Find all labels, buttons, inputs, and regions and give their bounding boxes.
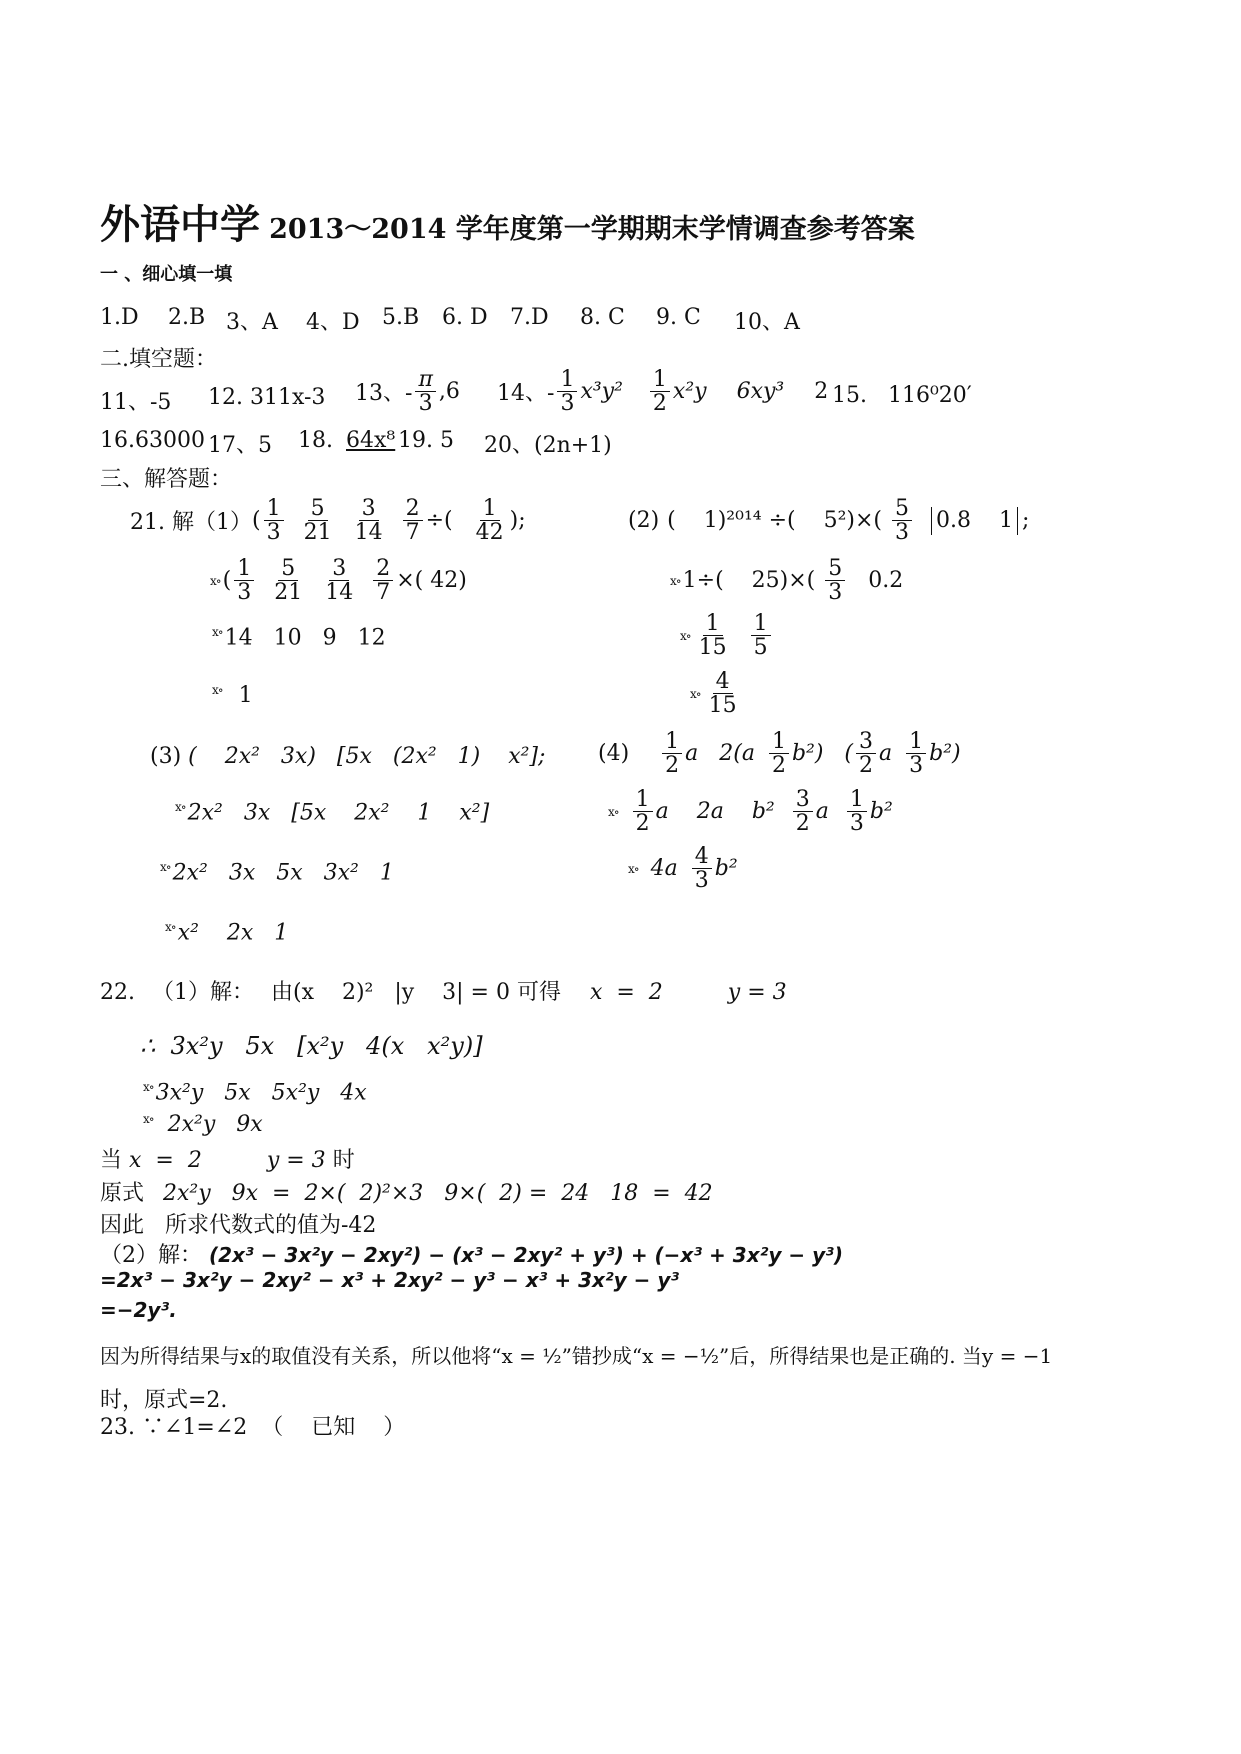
q21-4-frac <box>692 845 712 892</box>
q21-2-line2: x∘ 1÷( 25)×( $\frac{5}{3}$ 0.2 <box>670 556 904 606</box>
q14-term2: x²y <box>672 379 707 405</box>
q21-2-frac <box>825 557 845 604</box>
section2-heading: 二.填空题： <box>100 347 217 372</box>
frac-num: 2 <box>403 497 423 521</box>
q14-frac1-den: 3 <box>560 391 575 417</box>
frac-num: 5 <box>278 557 298 581</box>
frac-num: 1 <box>662 730 682 754</box>
q18-value: 64x⁸ <box>346 428 396 453</box>
answer-item: 3、A <box>226 310 278 335</box>
q14-term3: 6xy³ <box>736 379 785 405</box>
q21-1-frac <box>403 497 423 544</box>
q22-step3: $^{x\circ}$ 2x²y 9x <box>143 1112 263 1138</box>
frac-den: 7 <box>376 580 391 606</box>
q21-3-expr: ( 2x² 3x) [5x (2x² 1) x²]; <box>188 744 546 769</box>
q14-frac1-num: 1 <box>557 368 577 392</box>
q14-label: 14、- <box>497 381 555 407</box>
q13-tail: ,6 <box>438 379 460 405</box>
q22-step3-expr: 2x²y 9x <box>167 1112 263 1138</box>
q22-when-end: 时 <box>332 1148 355 1173</box>
q14-term4: 2 <box>814 379 829 405</box>
q11: 11、-5 <box>100 390 172 415</box>
q21-4-label: (4) <box>598 741 630 767</box>
frac-num: 1 <box>751 612 771 636</box>
q22-orig <box>100 1176 713 1207</box>
q18 <box>298 428 395 453</box>
q21-2-line1: (2) ( 1)²⁰¹⁴ ÷( 5²)×( $\frac{5}{3}$ 0.8 1 ; <box>628 496 1030 546</box>
q21-2-line4: x∘ $\frac{4}{15}$ <box>690 670 743 717</box>
frac-num: 3 <box>793 788 813 812</box>
q21-4-term: a <box>815 799 829 825</box>
q21-3-label: (3) <box>150 744 182 769</box>
q22-part2-line2: =2x³ − 3x²y − 2xy² − x³ + 2xy² − y³ − x³ + 3x²y − y³ <box>100 1268 680 1292</box>
q21-2-step2-tail: 0.2 <box>868 568 904 594</box>
frac-den: 2 <box>665 753 680 779</box>
frac-num: 1 <box>633 788 653 812</box>
frac-num: 1 <box>703 612 723 636</box>
q13-label: 13、- <box>355 381 413 407</box>
q21-3-line3: $^{x\circ}$2x² 3x 5x 3x² 1 <box>160 860 394 886</box>
frac-den: 7 <box>405 520 420 546</box>
frac-num: 4 <box>713 670 733 694</box>
q21-1-frac <box>473 497 507 544</box>
abs-bar <box>931 507 932 535</box>
q17: 17、5 <box>208 433 272 458</box>
q21-1-frac <box>352 497 386 544</box>
q21-1-line3: $^{x\circ}$14 10 9 12 <box>212 625 386 651</box>
title-rest: 2013～2014 学年度第一学期期末学情调查参考答案 <box>269 214 915 245</box>
q22-para2: 时，原式=2. <box>100 1388 228 1413</box>
frac-den: 15 <box>708 693 737 719</box>
frac-den: 2 <box>635 811 650 837</box>
frac-num: 1 <box>264 497 284 521</box>
q22-when-label: 当 <box>100 1148 123 1173</box>
frac-num: 1 <box>480 497 500 521</box>
q21-4-line1 <box>598 730 961 777</box>
q21-1-frac <box>373 557 393 604</box>
q22-conclusion: 因此 所求代数式的值为-42 <box>100 1213 377 1238</box>
q22-para1: 因为所得结果与x的取值没有关系，所以他将“x = ½”错抄成“x = −½”后，所得结果也是正确的. 当y = −1 <box>100 1344 1053 1368</box>
abs-bar <box>1017 507 1018 535</box>
q14-term1: x³y² <box>580 379 623 405</box>
answer-item: 7.D <box>510 305 549 330</box>
frac-num: 5 <box>308 497 328 521</box>
q21-2-step2: 1÷( 25)×( <box>682 568 816 594</box>
frac-num: 3 <box>329 557 349 581</box>
frac-num: 1 <box>769 730 789 754</box>
q13 <box>355 368 460 415</box>
q21-1-frac <box>301 497 335 544</box>
answer-item: 6. D <box>442 305 488 330</box>
q21-2-tail: 0.8 1 <box>935 508 1013 534</box>
q21-2-frac <box>696 612 730 659</box>
frac-num: 3 <box>359 497 379 521</box>
q21-1-frac <box>264 497 284 544</box>
q13-den: 3 <box>418 391 433 417</box>
q21-4-line3: x∘ 4a $\frac{4}{3}$ b² <box>628 844 738 894</box>
q21-2-frac <box>751 612 771 659</box>
frac-num: 1 <box>234 557 254 581</box>
q22-part2 <box>100 1238 843 1269</box>
frac-den: 15 <box>698 635 727 661</box>
q21-3-step2: 2x² 3x [5x 2x² 1 x²] <box>187 800 490 826</box>
frac-den: 42 <box>475 520 504 546</box>
answer-item: 9. C <box>656 305 701 330</box>
frac-num: 5 <box>825 557 845 581</box>
q21-2-frac <box>706 670 740 717</box>
q22-part2-expr: (2x³ − 3x²y − 2xy²) − (x³ − 2xy² + y³) + (−x³ + 3x²y − y³) <box>209 1243 844 1267</box>
frac-num: 5 <box>892 497 912 521</box>
q18-label: 18. <box>298 428 333 453</box>
q22-part2-label: （2）解： <box>100 1243 202 1268</box>
q21-2-expr: ( 1)²⁰¹⁴ ÷( 5²)×( <box>667 508 882 534</box>
q21-1-line1: 21. 解（1） ( $\frac{1}{3}$ $\frac{5}{21}$ $\frac{3}{14}$ $\frac{2}{7}$ ÷( $\frac{1}{42}$ ); <box>130 496 526 546</box>
q15-value: 116⁰20′ <box>888 383 972 408</box>
frac-num: 2 <box>373 557 393 581</box>
q21-4-frac <box>847 788 867 835</box>
section3-heading: 三、解答题： <box>100 467 233 492</box>
frac-den: 3 <box>266 520 281 546</box>
frac-den: 3 <box>894 520 909 546</box>
q15 <box>832 383 972 408</box>
frac-den: 14 <box>354 520 383 546</box>
q21-4-line2: x∘ $\frac{1}{2}$ a 2a b² $\frac{3}{2}$ a $\frac{1}{3}$ b² <box>608 787 893 837</box>
q21-2-frac <box>892 497 912 544</box>
frac-den: 2 <box>859 753 874 779</box>
q21-4-term: b²) ( <box>791 741 854 767</box>
frac-num: 1 <box>906 730 926 754</box>
q14-frac1 <box>557 368 577 415</box>
q16: 16.63000 <box>100 428 205 453</box>
q22-step2-expr: 3x²y 5x 5x²y 4x <box>155 1080 367 1106</box>
answer-item: 5.B <box>382 305 420 330</box>
q21-4-frac <box>662 730 682 777</box>
q22-line1 <box>100 975 787 1006</box>
q21-2-line3: x∘ $\frac{1}{15}$ $\frac{1}{5}$ <box>680 612 774 659</box>
q20: 20、(2n+1) <box>484 433 612 458</box>
q21-4-frac <box>906 730 926 777</box>
section1-answers <box>100 305 800 336</box>
q21-4-term: a 2(a <box>685 741 755 767</box>
q21-3-line4: $^{x\circ}$x² 2x 1 <box>165 920 289 946</box>
q19: 19. 5 <box>398 428 454 453</box>
q22-step1: ∴ 3x²y 5x [x²y 4(x x²y)] <box>140 1032 483 1060</box>
q21-3-line2: $^{x\circ}$2x² 3x [5x 2x² 1 x²] <box>175 800 490 826</box>
frac-den: 14 <box>325 580 354 606</box>
q12: 12. 311x-3 <box>208 385 326 410</box>
answer-item: 4、D <box>306 310 360 335</box>
q14-frac2-den: 2 <box>652 391 667 417</box>
q22-when-y: y = 3 <box>266 1148 326 1173</box>
frac-den: 5 <box>753 635 768 661</box>
q21-1-result: 1 <box>238 683 253 709</box>
answer-item: 10、A <box>734 310 800 335</box>
q21-3-step3: 2x² 3x 5x 3x² 1 <box>172 860 394 886</box>
q22-when-x: x = 2 <box>129 1148 202 1173</box>
q14 <box>497 368 828 415</box>
frac-num: 3 <box>856 730 876 754</box>
page-title <box>100 193 915 250</box>
q21-2-label: (2) <box>628 508 660 534</box>
q22-yval: y = 3 <box>727 980 787 1005</box>
q21-4-frac <box>856 730 876 777</box>
q21-label: 21. 解（1） <box>130 510 252 536</box>
q21-4-frac <box>793 788 813 835</box>
frac-den: 3 <box>694 868 709 894</box>
frac-den: 3 <box>237 580 252 606</box>
frac-den: 21 <box>303 520 332 546</box>
q21-4-term: 4a <box>650 856 678 882</box>
frac-den: 3 <box>849 811 864 837</box>
q22-part1: （1）解： <box>152 980 254 1005</box>
q21-4-term: a <box>879 741 893 767</box>
answer-item: 1.D <box>100 305 139 330</box>
q22-when <box>100 1143 355 1174</box>
frac-num: 4 <box>692 845 712 869</box>
q21-1-line2: x∘ ( $\frac{1}{3}$ $\frac{5}{21}$ $\frac{3}{14}$ $\frac{2}{7}$ ×( 42) <box>210 556 467 606</box>
q22-part2-line3: =−2y³. <box>100 1298 177 1322</box>
answer-item: 8. C <box>580 305 625 330</box>
answer-item: 2.B <box>168 305 206 330</box>
q14-frac2 <box>650 368 670 415</box>
q14-frac2-num: 1 <box>650 368 670 392</box>
q21-1-frac <box>271 557 305 604</box>
q22-xval: x = 2 <box>589 980 663 1005</box>
section1-heading: 一 、细心填一填 <box>100 264 233 285</box>
q15-label: 15. <box>832 383 867 408</box>
q22-label: 22. <box>100 980 135 1005</box>
q21-1-end: ); <box>509 508 526 534</box>
q21-1-div: ÷( <box>425 508 453 534</box>
frac-den: 21 <box>274 580 303 606</box>
frac-num: 1 <box>847 788 867 812</box>
q22-orig-expr: 2x²y 9x = 2×( 2)²×3 9×( 2) = 24 18 = 42 <box>163 1181 713 1206</box>
q21-3-step4: x² 2x 1 <box>177 920 289 946</box>
q22-cond: 由(x 2)² |y 3| = 0 可得 <box>271 980 561 1005</box>
q13-num: π <box>415 368 435 392</box>
frac-den: 3 <box>909 753 924 779</box>
q21-1-line4: $^{x\circ}$ 1 <box>212 683 253 709</box>
q21-1-tail: ×( 42) <box>396 568 467 594</box>
q21-1-frac <box>322 557 356 604</box>
frac-den: 2 <box>771 753 786 779</box>
q22-orig-label: 原式 <box>100 1181 145 1206</box>
q21-4-frac <box>633 788 653 835</box>
frac-den: 2 <box>795 811 810 837</box>
title-school: 外语中学 <box>100 201 260 248</box>
q21-4-term: b² <box>714 856 738 882</box>
frac-den: 3 <box>828 580 843 606</box>
q21-4-frac <box>769 730 789 777</box>
q21-4-term: b²) <box>929 741 961 767</box>
q23: 23. ∵∠1=∠2 （ 已知 ） <box>100 1415 406 1440</box>
q22-step2: $^{x\circ}$3x²y 5x 5x²y 4x <box>143 1080 367 1106</box>
q21-1-frac <box>234 557 254 604</box>
q21-1-step: 14 10 9 12 <box>224 625 386 651</box>
q21-4-term: b² <box>869 799 893 825</box>
q13-fraction <box>415 368 435 415</box>
q21-4-term: a 2a b² <box>655 799 775 825</box>
q21-3-line1 <box>150 744 545 769</box>
